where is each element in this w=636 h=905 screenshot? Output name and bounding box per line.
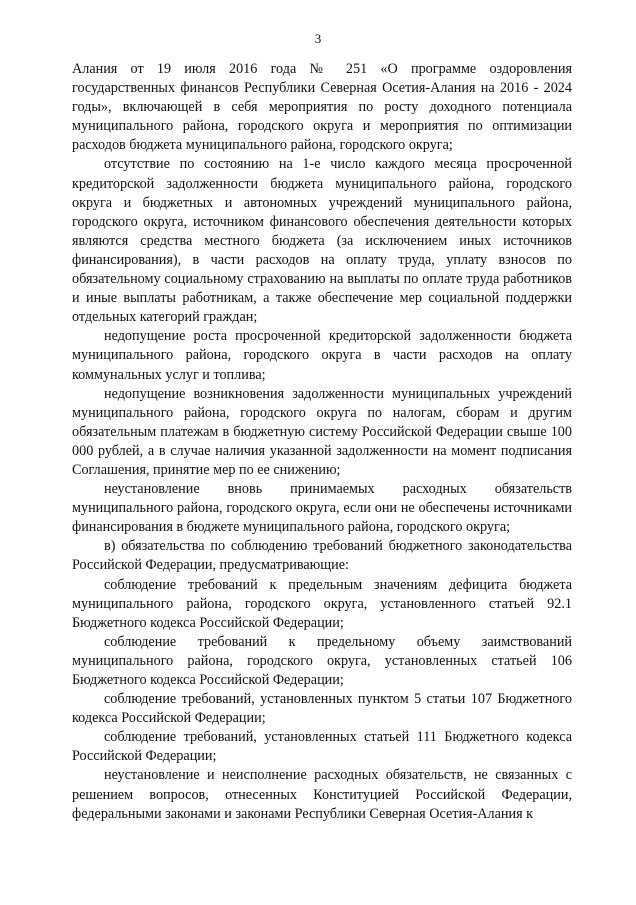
paragraph: в) обязательства по соблюдению требований бюджетного законодательства Российской Федерации, предусматривающие:	[72, 538, 572, 574]
paragraph: соблюдение требований, установленных статьей 111 Бюджетного кодекса Российской Федерации;	[72, 729, 572, 765]
body-text	[72, 60, 572, 824]
paragraph: недопущение возникновения задолженности муниципальных учреждений муниципального района, городского округа по налогам, сборам и другим обязательным платежам в бюджетную систему Российской Федерации свыше 100 000 рублей, а в случае наличия указанной задолженности на момент подписания Соглашения, принятие мер по ее снижению;	[72, 385, 572, 478]
paragraph: отсутствие по состоянию на 1-е число каждого месяца просроченной кредиторской задолженности бюджета муниципального района, городского округа и бюджетных и автономных учреждений муниципального района, городского округа, источником финансового обеспечения деятельности которых являются средства местного бюджета (за исключением иных источников финансирования), в части расходов на оплату труда, уплату взносов по обязательному социальному страхованию на выплаты по оплате труда работников и иные выплаты работникам, а также обеспечение мер социальной поддержки отдельных категорий граждан;	[72, 156, 572, 326]
paragraph: неустановление вновь принимаемых расходных обязательств муниципального района, городского округа, если они не обеспечены источниками финансирования в бюджете муниципального района, городского округа;	[72, 481, 572, 536]
page-number: 3	[314, 31, 322, 46]
paragraph: соблюдение требований, установленных пунктом 5 статьи 107 Бюджетного кодекса Российской Федерации;	[72, 691, 572, 727]
paragraph: Алания от 19 июля 2016 года № 251 «О программе оздоровления государственных финансов Республики Северная Осетия-Алания на 2016 - 2024 годы», включающей в себя мероприятия по росту доходного потенциала муниципального района, городского округа и мероприятия по оптимизации расходов бюджета муниципального района, городского округа;	[72, 61, 572, 154]
paragraph: неустановление и неисполнение расходных обязательств, не связанных с решением вопросов, отнесенных Конституцией Российской Федерации, федеральными законами и законами Республики Северная Осетия-Алания к	[72, 767, 572, 822]
paragraph: соблюдение требований к предельным значениям дефицита бюджета муниципального района, городского округа, установленного статьей 92.1 Бюджетного кодекса Российской Федерации;	[72, 576, 572, 631]
paragraph: соблюдение требований к предельному объему заимствований муниципального района, городского округа, установленных статьей 106 Бюджетного кодекса Российской Федерации;	[72, 633, 572, 688]
paragraph: недопущение роста просроченной кредиторской задолженности бюджета муниципального района, городского округа в части расходов на оплату коммунальных услуг и топлива;	[72, 328, 572, 383]
